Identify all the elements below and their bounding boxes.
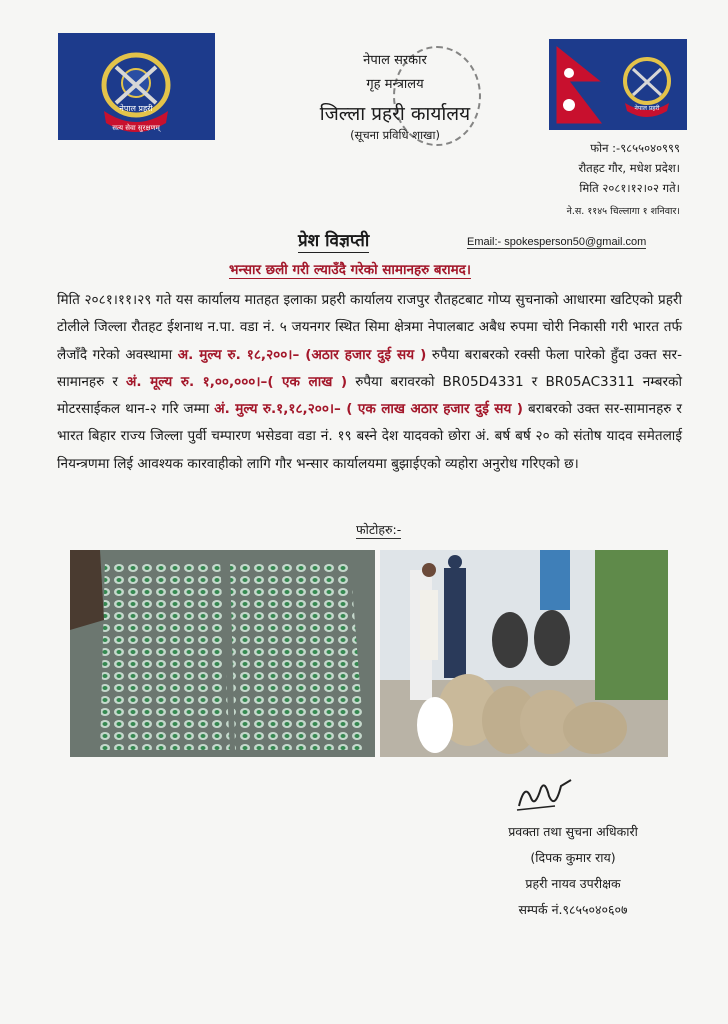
office-address: रौतहट गौर, मधेश प्रदेश। [578,161,680,175]
govt-line: नेपाल सरकार [363,53,427,68]
svg-text:नेपाल प्रहरी: नेपाल प्रहरी [119,104,153,113]
nepal-police-logo-left [58,33,215,140]
issue-date: मिति २०८१।१२।०२ गते। [579,181,680,195]
body-text-part1: मिति २०८१।११।२९ गते यस कार्यालय मातहत इलाका प्रहरी कार्यालय राजपुर रौतहटबाट गोप्य सुचनाको आधारमा खटिएको प्रहरी टोलीले जिल्ला रौतहट ईशनाथ न.पा. वडा नं. ५ जयनगर स्थित सिमा क्षेत्रमा नेपालबाट अबैध रुपमा चोरी निकासी गरी भारत तर्फ लैजाँदै गरेको अवस्थामा [57,292,682,363]
office-section: (सूचना प्रविधि शाखा) [350,128,440,142]
email-address[interactable]: Email:- spokesperson50@gmail.com [467,236,647,248]
photo-seized-liquor [70,550,375,757]
amount-motorcycles: अं. मूल्य रु. १,००,०००।–( एक लाख ) [126,373,348,390]
page-title: प्रेश विज्ञप्ती [298,228,369,253]
motorcycles-sacks-image [380,550,668,757]
police-emblem-icon [58,33,215,140]
contact-block [567,138,680,222]
ministry-line: गृह मन्त्रालय [366,77,424,92]
nepal-flag-logo-right [549,39,687,130]
nepal-sambat-date: ने.स. ११४५ चिल्लागा १ शनिवार। [566,206,680,217]
body-text-part4: बराबरको उक्त सर-सामानहरु र भारत बिहार राज्य जिल्ला पुर्वी चम्पारण भसेडवा वडा नं. १९ बस्ने देश यादवको छोरा अं. बर्ष बर्ष २० को संतोष यादव समेतलाई नियन्त्रणमा लिई आवश्यक कारवाहीको लागि गौर भन्सार कार्यालयमा बुझाईएको व्यहोरा अनुरोध गरिएको छ। [57,401,682,472]
office-name: जिल्ला प्रहरी कार्यालय [319,103,471,125]
photo-motorcycles-suspect [380,550,668,757]
officer-rank: प्रहरी नायव उपरीक्षक [525,876,621,891]
officer-designation: प्रवक्ता तथा सुचना अधिकारी [508,824,638,839]
amount-total: अं. मुल्य रु.१,१८,२००।– ( एक लाख अठार हजार दुई सय ) [214,401,523,418]
body-paragraph [57,287,682,478]
amount-liquor: अ. मुल्य रु. १८,२००।– (अठार हजार दुई सय ) [177,346,427,363]
nepal-flag-icon [549,39,687,130]
body-text-part3: रुपैया बरावरको BR05D4331 र BR05AC3311 नम्बरको मोटरसाईकल थान-२ गरि जम्मा [57,373,682,418]
officer-phone[interactable]: सम्पर्क नं.९८५५०४०६०७ [518,902,628,917]
office-seal-stamp [393,46,481,146]
officer-block [478,819,668,923]
svg-text:सत्य सेवा सुरक्षणम्: सत्य सेवा सुरक्षणम् [112,124,160,132]
body-text-part2: रुपैया बराबरको रक्सी फेला पारेको हुँदा उक्त सर-सामानहरु र [57,346,682,390]
headline: भन्सार छली गरी ल्याउँदै गरेको सामानहरु बरामद। [229,262,471,278]
photos-label: फोटोहरु:- [356,522,402,537]
liquor-pouches-image [70,550,375,757]
signature-icon [515,776,575,814]
officer-name: (दिपक कुमार राय) [530,850,616,865]
svg-text:नेपाल प्रहरी: नेपाल प्रहरी [634,105,660,112]
officer-signature [515,776,575,814]
office-phone: फोन :-९८५५०४०९९९ [590,141,680,155]
